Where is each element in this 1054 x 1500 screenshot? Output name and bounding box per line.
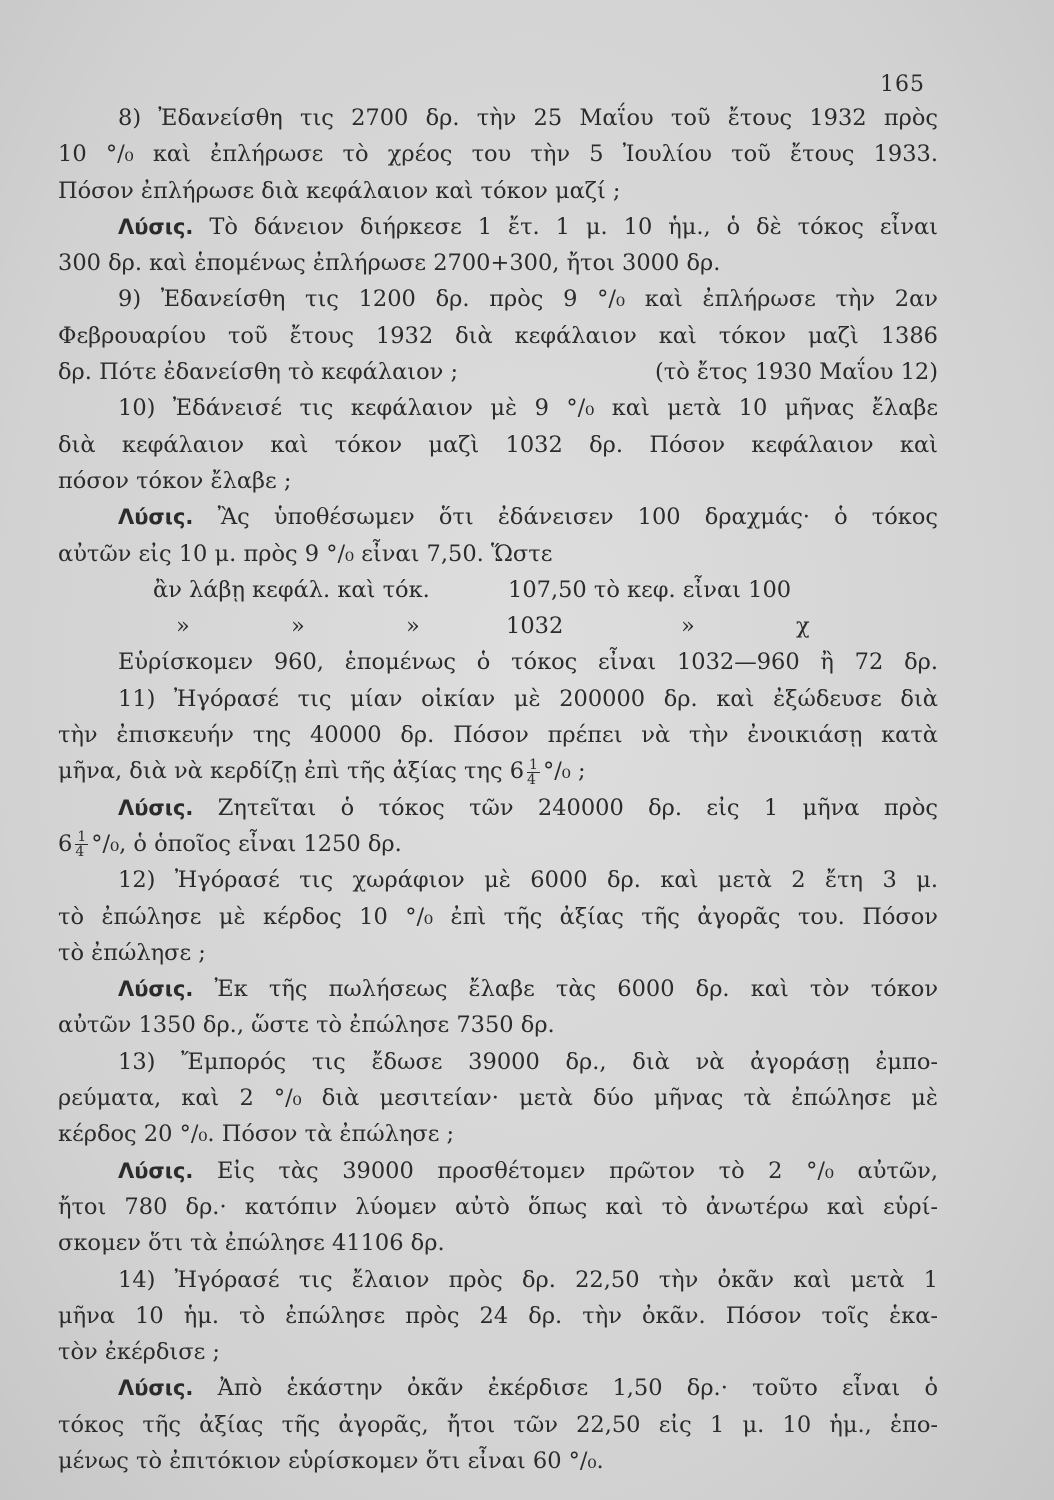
problem-10-line-2: διὰ κεφάλαιον καὶ τόκον μαζὶ 1032 δρ. Πόσον κεφάλαιον καὶ bbox=[58, 431, 938, 458]
problem-8-line-1: 8) Ἐδανείσθη τις 2700 δρ. τὴν 25 Μαΐου τοῦ ἔτους 1932 πρὸς bbox=[118, 105, 938, 131]
solution-10-line-3: Εὑρίσκομεν 960, ἑπομένως ὁ τόκος εἶναι 1032—960 ἢ 72 δρ. bbox=[118, 649, 938, 676]
solution-11-line-1: Λύσις. Ζητεῖται ὁ τόκος τῶν 240000 δρ. εἰς 1 μῆνα πρὸς bbox=[118, 794, 938, 821]
proportion-row-1 bbox=[58, 572, 938, 608]
problem-13-line-3: κέρδος 20 °/₀. Πόσον τὰ ἐπώλησε ; bbox=[58, 1121, 455, 1148]
solution-label: Λύσις. bbox=[118, 1376, 194, 1401]
proportion-value: 1032 bbox=[506, 613, 564, 640]
solution-10-line-1: Λύσις. Ἂς ὑποθέσωμεν ὅτι ἐδάνεισεν 100 δραχμάς· ὁ τόκος bbox=[118, 504, 938, 531]
problem-13-line-2: ρεύματα, καὶ 2 °/₀ διὰ μεσιτείαν· μετὰ δύο μῆνας τὰ ἐπώλησε μὲ bbox=[58, 1085, 938, 1112]
problem-11-line-2: τὴν ἐπισκευήν της 40000 δρ. Πόσον πρέπει νὰ τὴν ἐνοικιάσῃ κατὰ bbox=[58, 722, 938, 749]
solution-14-line-1: Λύσις. Ἀπὸ ἑκάστην ὀκᾶν ἐκέρδισε 1,50 δρ.· τοῦτο εἶναι ὁ bbox=[118, 1375, 939, 1402]
ditto-mark: » bbox=[406, 613, 420, 640]
solution-label: Λύσις. bbox=[118, 214, 194, 239]
page-text bbox=[58, 100, 938, 1479]
solution-12-line-2: αὐτῶν 1350 δρ., ὥστε τὸ ἐπώλησε 7350 δρ. bbox=[58, 1012, 555, 1039]
solution-13-line-3: σκομεν ὅτι τὰ ἐπώλησε 41106 δρ. bbox=[58, 1230, 445, 1257]
proportion-left-1: ἂν λάβῃ κεφάλ. καὶ τόκ. bbox=[153, 576, 430, 603]
ditto-mark: » bbox=[176, 613, 190, 640]
solution-8-line-2: 300 δρ. καὶ ἑπομένως ἐπλήρωσε 2700+300, ἤτοι 3000 δρ. bbox=[58, 250, 721, 277]
solution-14-line-2: τόκος τῆς ἀξίας τῆς ἀγορᾶς, ἤτοι τῶν 22,50 εἰς 1 μ. 10 ἡμ., ἑπο- bbox=[58, 1411, 938, 1438]
solution-13-line-2: ἤτοι 780 δρ.· κατόπιν λύομεν αὐτὸ ὅπως καὶ τὸ ἀνωτέρω καὶ εὑρί- bbox=[58, 1193, 938, 1220]
problem-12-line-3: τὸ ἐπώλησε ; bbox=[58, 939, 206, 966]
problem-8-line-2: 10 °/₀ καὶ ἐπλήρωσε τὸ χρέος του τὴν 5 Ἰουλίου τοῦ ἔτους 1933. bbox=[58, 141, 938, 168]
problem-9-line-3 bbox=[58, 354, 938, 390]
proportion-right-1: 107,50 τὸ κεφ. εἶναι 100 bbox=[508, 576, 792, 603]
solution-8-line-1: Λύσις. Τὸ δάνειον διήρκεσε 1 ἔτ. 1 μ. 10 ἡμ., ὁ δὲ τόκος εἶναι bbox=[118, 213, 939, 240]
fraction-one-quarter: $\frac{1}{4}$ bbox=[527, 756, 538, 788]
problem-11-line-1: 11) Ἠγόρασέ τις μίαν οἰκίαν μὲ 200000 δρ. καὶ ἐξώδευσε διὰ bbox=[118, 685, 938, 712]
solution-label: Λύσις. bbox=[118, 1158, 194, 1183]
solution-label: Λύσις. bbox=[118, 505, 194, 530]
proportion-row-2 bbox=[58, 608, 938, 644]
problem-12-line-2: τὸ ἐπώλησε μὲ κέρδος 10 °/₀ ἐπὶ τῆς ἀξίας τῆς ἀγορᾶς του. Πόσον bbox=[58, 903, 938, 930]
solution-13-line-1: Λύσις. Εἰς τὰς 39000 προσθέτομεν πρῶτον τὸ 2 °/₀ αὐτῶν, bbox=[118, 1157, 938, 1184]
problem-12-line-1: 12) Ἠγόρασέ τις χωράφιον μὲ 6000 δρ. καὶ μετὰ 2 ἔτη 3 μ. bbox=[118, 867, 938, 894]
solution-label: Λύσις. bbox=[118, 977, 194, 1002]
page-number: 165 bbox=[880, 72, 925, 97]
problem-9-line-1: 9) Ἐδανείσθη τις 1200 δρ. πρὸς 9 °/₀ καὶ ἐπλήρωσε τὴν 2αν bbox=[118, 286, 938, 313]
problem-9-question: δρ. Πότε ἐδανείσθη τὸ κεφάλαιον ; bbox=[58, 359, 459, 386]
fraction-one-quarter: $\frac{1}{4}$ bbox=[75, 829, 87, 861]
problem-10-line-1: 10) Ἐδάνεισέ τις κεφάλαιον μὲ 9 °/₀ καὶ μετὰ 10 μῆνας ἔλαβε bbox=[118, 395, 938, 422]
problem-9-answer: (τὸ ἔτος 1930 Μαΐου 12) bbox=[655, 359, 938, 386]
problem-11-line-3: μῆνα, διὰ νὰ κερδίζῃ ἐπὶ τῆς ἀξίας της 6 $\frac{1}{4}$ °/₀ ; bbox=[58, 756, 586, 788]
ditto-mark: » bbox=[681, 613, 695, 640]
problem-10-line-3: πόσον τόκον ἔλαβε ; bbox=[58, 467, 292, 494]
problem-9-line-2: Φεβρουαρίου τοῦ ἔτους 1932 διὰ κεφάλαιον καὶ τόκον μαζὶ 1386 bbox=[58, 322, 938, 349]
solution-12-line-1: Λύσις. Ἐκ τῆς πωλήσεως ἔλαβε τὰς 6000 δρ. καὶ τὸν τόκον bbox=[118, 976, 938, 1003]
solution-11-line-2: 6 $\frac{1}{4}$ °/₀, ὁ ὁποῖος εἶναι 1250 δρ. bbox=[58, 829, 402, 861]
ditto-mark: » bbox=[291, 613, 305, 640]
problem-14-line-3: τὸν ἐκέρδισε ; bbox=[58, 1339, 220, 1366]
problem-14-line-1: 14) Ἠγόρασέ τις ἔλαιον πρὸς δρ. 22,50 τὴν ὀκᾶν καὶ μετὰ 1 bbox=[118, 1266, 938, 1293]
problem-8-line-3: Πόσον ἐπλήρωσε διὰ κεφάλαιον καὶ τόκον μαζί ; bbox=[58, 177, 621, 204]
solution-label: Λύσις. bbox=[118, 795, 194, 820]
problem-14-line-2: μῆνα 10 ἡμ. τὸ ἐπώλησε πρὸς 24 δρ. τὴν ὀκᾶν. Πόσον τοῖς ἑκα- bbox=[58, 1302, 938, 1329]
problem-13-line-1: 13) Ἔμπορός τις ἔδωσε 39000 δρ., διὰ νὰ ἀγοράσῃ ἐμπο- bbox=[118, 1048, 938, 1075]
unknown-x: χ bbox=[796, 613, 810, 640]
solution-14-line-3: μένως τὸ ἐπιτόκιον εὑρίσκομεν ὅτι εἶναι 60 °/₀. bbox=[58, 1447, 604, 1474]
solution-10-line-2: αὐτῶν εἰς 10 μ. πρὸς 9 °/₀ εἶναι 7,50. Ὥστε bbox=[58, 540, 553, 567]
